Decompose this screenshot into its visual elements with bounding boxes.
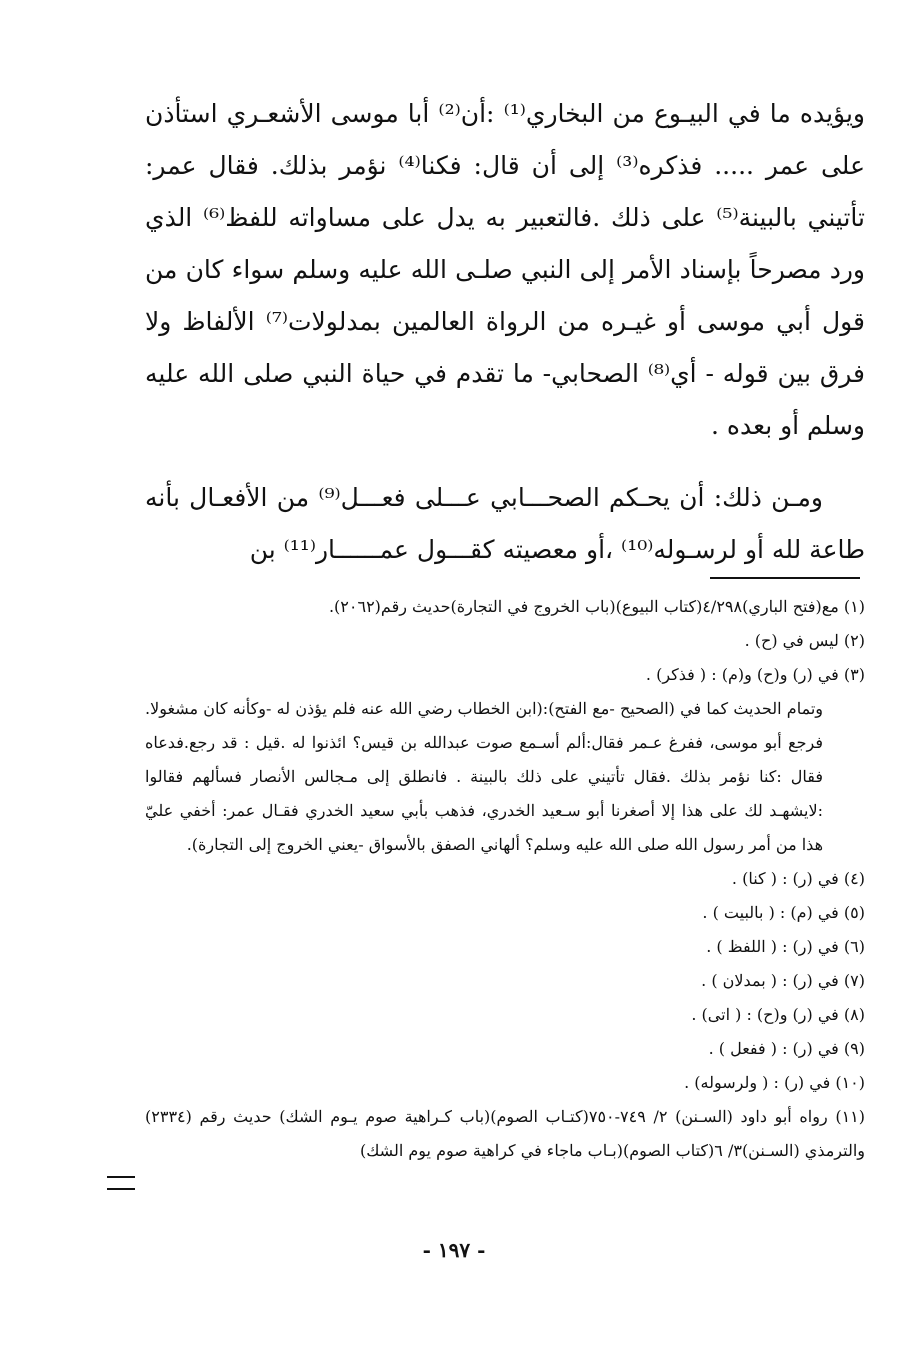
footnote-9: (٩) في (ر) : ( ففعل ) . [708,1039,865,1058]
footnote-10: (١٠) في (ر) : ( ولرسوله) . [684,1073,865,1092]
page-number: - ١٩٧ - [422,1238,486,1262]
footnote-6: (٦) في (ر) : ( اللفظ ) . [706,937,865,956]
footnote-4: (٤) في (ر) : ( كنا) . [731,869,865,888]
continuation-mark [107,1176,135,1190]
footnote-1: (١) مع(فتح الباري)٤/٢٩٨(كتاب البيوع)(باب الخروج في التجارة)حديث رقم(٢٠٦٢). [328,597,865,616]
footnote-7: (٧) في (ر) : ( بمدلان ) . [701,971,865,990]
footnote-11: (١١) رواه أبو داود (السـنن) ٢/ ٧٤٩-٧٥٠(كتـاب الصوم)(باب كـراهية صوم يـوم الشك) حديث رقم (٢٣٣٤) والترمذي (السـنن)٣/ ٦(كتاب الصوم)(بـاب ماجاء في كراهية صوم يوم الشك) [145,1107,866,1160]
footnote-3-continuation: وتمام الحديث كما في (الصحيح -مع الفتح):(ابن الخطاب رضي الله عنه فلم يؤذن له -وكأنه كان مشغولا. فرجع أبو موسى، ففرغ عـمر فقال:ألم أسـمع صوت عبدالله بن قيس؟ ائذنوا له .قيل : قد رجع.فدعاه فقال :كنا نؤمر بذلك .فقال تأتيني على ذلك بالبينة . فانطلق إلى مـجالس الأنصار فسألهم فقالوا :لايشهـد لك على هذا إلا أصغرنا أبو سـعيد الخدري، فذهب بأبي سعيد الخدري فقـال عمر: أخفي عليّ هذا من أمر رسول الله صلى الله عليه وسلم؟ ألهاني الصفق بالأسواق -يعني الخروج إلى التجارة). [145,699,823,854]
footnote-8: (٨) في (ر) و(ح) : ( اتى) . [691,1005,865,1024]
footnote-3: (٣) في (ر) و(ح) و(م) : ( فذكر) . [645,665,865,684]
paragraph-1: ويؤيده ما في البيـوع من البخاري⁽¹⁾ :أن⁽²⁾ أبا موسى الأشعـري استأذن على عمر ..... فذكره⁽³⁾ إلى أن قال: فكنا⁽⁴⁾ نؤمر بذلك. فقال عمر: تأتيني بالبينة⁽⁵⁾ على ذلك .فالتعبير به يدل على مساواته للفظ⁽⁶⁾ الذي ورد مصرحاً بإسناد الأمر إلى النبي صلـى الله عليه وسلم سواء كان من قول أبي موسى أو غيـره من الرواة العالمين بمدلولات⁽⁷⁾ الألفاظ ولا فرق بين قوله - أي⁽⁸⁾ الصحابي- ما تقدم في حياة النبي صلى الله عليه وسلم أو بعده . [145,99,866,440]
footnote-5: (٥) في (م) : ( بالبيت ) . [702,903,865,922]
main-text [145,88,865,576]
footnotes [145,590,865,1168]
footnote-separator [710,577,860,579]
paragraph-2: ومـن ذلك: أن يحـكم الصحـــابي عـــلى فعـــل⁽⁹⁾ من الأفعـال بأنه طاعة لله أو لرسـوله⁽¹⁰⁾ ،أو معصيته كقـــول عمــــــار⁽¹¹⁾ بن [145,483,865,564]
footnote-2: (٢) ليس في (ح) . [744,631,865,650]
